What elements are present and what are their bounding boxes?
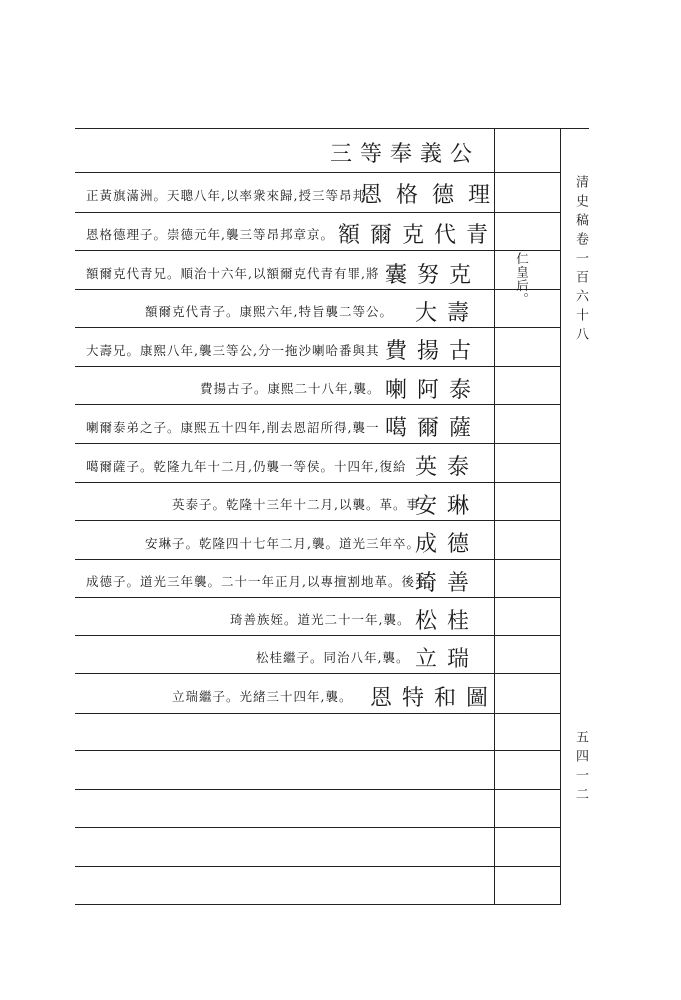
holder-note: 大壽兄。康熙八年,襲三等公,分一拖沙喇哈番與其 (86, 343, 380, 358)
row-separator (75, 559, 495, 560)
right-column-separator (494, 750, 560, 751)
holder-note: 額爾克代青兄。順治十六年,以額爾克代青有罪,將 (86, 266, 380, 281)
row-separator (75, 789, 495, 790)
holder-note: 恩格德理子。崇德元年,襲三等昂邦章京。 (86, 227, 334, 242)
holder-name: 費揚古 (385, 339, 482, 364)
row-separator (75, 289, 495, 290)
holder-name: 囊努克 (385, 263, 482, 288)
holder-name: 立瑞 (415, 647, 480, 672)
holder-note: 安琳子。乾隆四十七年二月,襲。道光三年卒。 (145, 536, 420, 551)
row-separator (75, 827, 495, 828)
right-column-separator (494, 713, 560, 714)
right-column-separator (494, 597, 560, 598)
holder-note: 額爾克代青子。康熙六年,特旨襲二等公。 (145, 304, 393, 319)
row-separator (75, 482, 495, 483)
holder-name: 松桂 (415, 609, 480, 634)
right-column-separator (494, 635, 560, 636)
row-separator (75, 404, 495, 405)
row-separator (75, 327, 495, 328)
page-number: 五四一二 (573, 730, 588, 806)
right-column-separator (494, 866, 560, 867)
right-column-separator (494, 327, 560, 328)
holder-note: 英泰子。乾隆十三年十二月,以襲。革。事 (172, 497, 420, 512)
holder-note: 琦善族姪。道光二十一年,襲。 (230, 612, 411, 627)
right-column-separator (494, 827, 560, 828)
row-separator (75, 520, 495, 521)
row-separator (75, 250, 495, 251)
row-separator (75, 443, 495, 444)
row-separator (75, 597, 495, 598)
right-column-separator (494, 520, 560, 521)
row-separator (75, 673, 495, 674)
row-separator (75, 635, 495, 636)
holder-note: 費揚古子。康熙二十八年,襲。 (200, 381, 381, 396)
right-column-separator (494, 172, 560, 173)
row-separator (75, 750, 495, 751)
holder-name: 恩格德理 (360, 183, 505, 208)
row-separator (75, 866, 495, 867)
holder-name: 喇阿泰 (385, 378, 482, 403)
right-column-separator (494, 443, 560, 444)
holder-name: 恩特和圖 (370, 686, 499, 711)
row-separator (75, 212, 495, 213)
right-column-separator (494, 212, 560, 213)
table-top-border (75, 128, 589, 129)
holder-name: 額爾克代青 (338, 223, 499, 248)
holder-name: 安琳 (415, 494, 480, 519)
holder-note: 正黃旗滿洲。天聰八年,以率衆來歸,授三等昂邦 (86, 188, 366, 203)
holder-name: 琦善 (415, 571, 480, 596)
holder-note: 噶爾薩子。乾隆九年十二月,仍襲一等侯。十四年,復給 (86, 459, 407, 474)
row-separator (75, 713, 495, 714)
right-note: 仁皇后。 (514, 252, 530, 306)
peerage-title: 三等奉義公 (330, 142, 481, 167)
holder-note: 喇爾泰弟之子。康熙五十四年,削去恩詔所得,襲一 (86, 420, 380, 435)
right-column-separator (494, 404, 560, 405)
right-column-separator (494, 482, 560, 483)
holder-name: 英泰 (415, 455, 480, 480)
holder-note: 松桂繼子。同治八年,襲。 (256, 650, 410, 665)
holder-name: 大壽 (415, 301, 480, 326)
holder-note: 立瑞繼子。光緒三十四年,襲。 (172, 689, 353, 704)
holder-note: 成德子。道光三年襲。二十一年正月,以專擅割地革。後卒。 (86, 574, 442, 589)
book-title: 清史稿卷一百六十八 (573, 175, 588, 346)
holder-name: 噶爾薩 (385, 416, 482, 441)
holder-name: 成德 (415, 532, 480, 557)
right-column-separator (494, 673, 560, 674)
row-separator (75, 172, 495, 173)
right-column-separator (494, 366, 560, 367)
table-bottom-border (75, 904, 495, 905)
row-separator (75, 366, 495, 367)
right-column-separator (494, 789, 560, 790)
column-divider (560, 128, 561, 905)
right-column-separator (494, 904, 560, 905)
right-column-separator (494, 559, 560, 560)
